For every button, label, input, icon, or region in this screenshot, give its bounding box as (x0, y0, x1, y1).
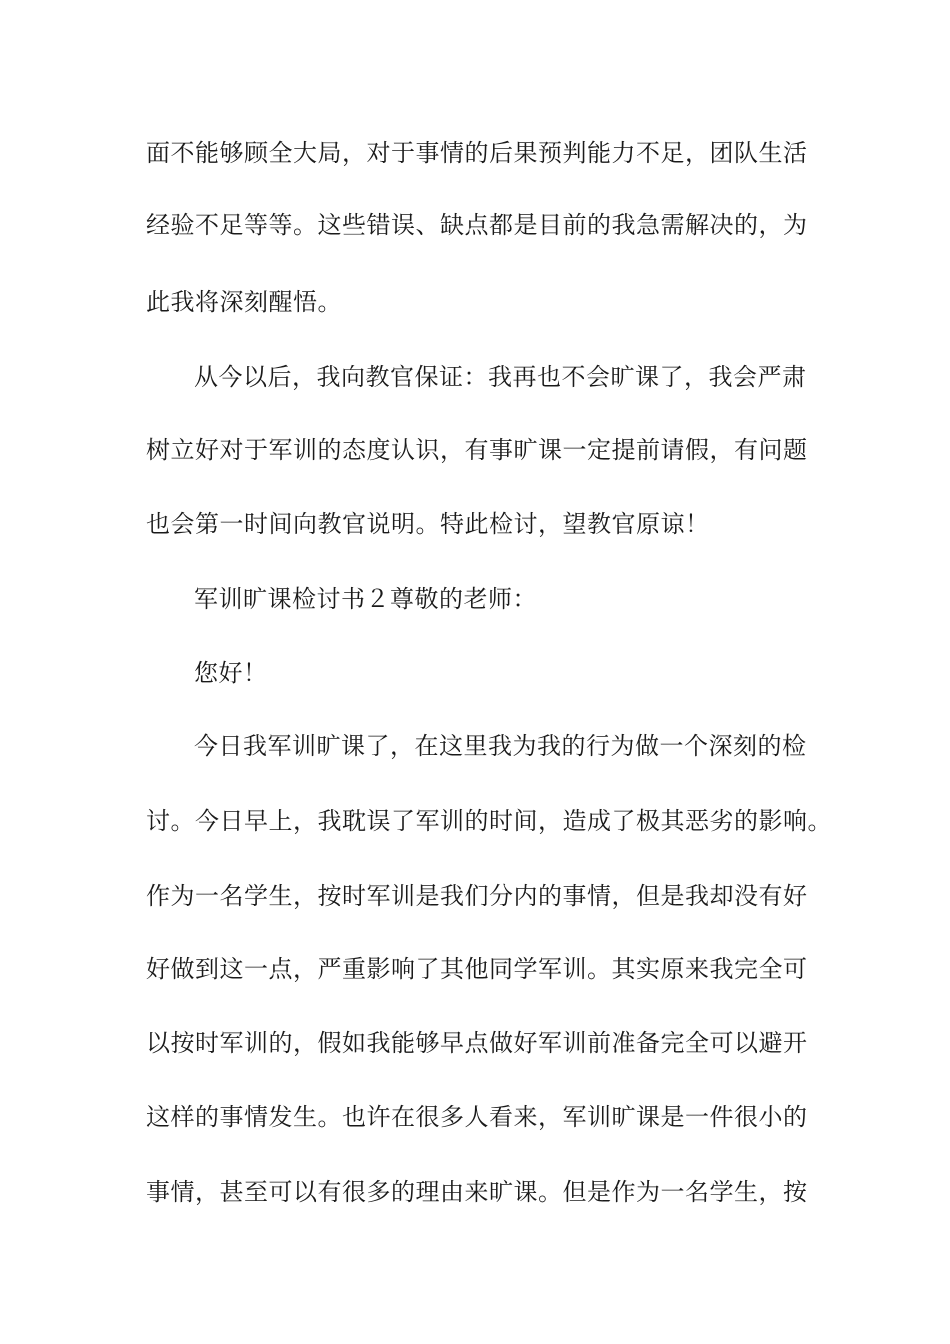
text-line: 事情，甚至可以有很多的理由来旷课。但是作为一名学生，按 (146, 1178, 808, 1206)
text-line: 这样的事情发生。也许在很多人看来，军训旷课是一件很小的 (146, 1103, 808, 1131)
text-line: 讨。今日早上，我耽误了军训的时间，造成了极其恶劣的影响。 (146, 807, 832, 835)
text-line: 经验不足等等。这些错误、缺点都是目前的我急需解决的，为 (146, 211, 808, 239)
text-line: 以按时军训的，假如我能够早点做好军训前准备完全可以避开 (146, 1029, 808, 1057)
text-line: 树立好对于军训的态度认识，有事旷课一定提前请假，有问题 (146, 436, 808, 464)
text-line: 也会第一时间向教官说明。特此检讨，望教官原谅！ (146, 510, 710, 538)
text-line: 此我将深刻醒悟。 (146, 288, 342, 316)
text-line: 好做到这一点，严重影响了其他同学军训。其实原来我完全可 (146, 955, 808, 983)
text-line: 面不能够顾全大局，对于事情的后果预判能力不足，团队生活 (146, 139, 808, 167)
text-line: 作为一名学生，按时军训是我们分内的事情，但是我却没有好 (146, 882, 808, 910)
paragraph-start-line: 今日我军训旷课了，在这里我为我的行为做一个深刻的检 (194, 732, 807, 760)
paragraph-start-line: 从今以后，我向教官保证：我再也不会旷课了，我会严肃 (194, 363, 807, 391)
greeting: 您好！ (194, 659, 268, 687)
section-heading: 军训旷课检讨书２尊敬的老师： (194, 585, 537, 613)
